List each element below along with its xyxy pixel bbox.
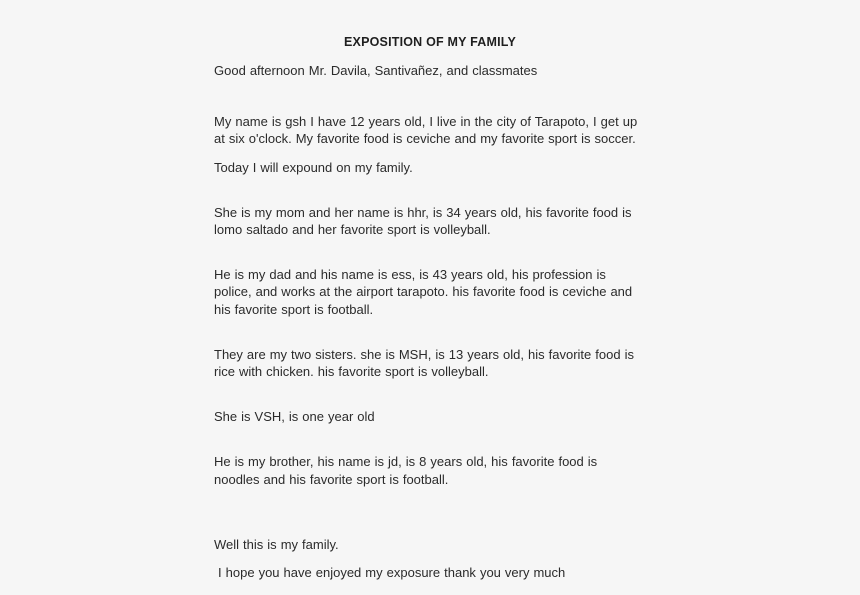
page-title: EXPOSITION OF MY FAMILY xyxy=(344,35,516,49)
spacer-before-father xyxy=(214,238,646,266)
spacer-before-mother xyxy=(214,176,646,204)
paragraph-sisters: They are my two sisters. she is MSH, is 13 years old, his favorite food is rice with chicken. his favorite sport is volleyball. xyxy=(214,346,634,380)
document-body xyxy=(214,34,646,581)
spacer-intro xyxy=(214,148,646,159)
spacer-after-greeting xyxy=(214,79,646,113)
spacer-before-sister-younger xyxy=(214,380,646,408)
paragraph-sister-younger: She is VSH, is one year old xyxy=(214,409,375,425)
paragraph-father: He is my dad and his name is ess, is 43 years old, his profession is police, and works at the airport tarapoto. his favorite food is ceviche and his favorite sport is football. xyxy=(214,267,633,317)
paragraph-mother: She is my mom and her name is hhr, is 34 years old, his favorite food is lomo saltado and her favorite sport is volleyball. xyxy=(214,204,632,238)
greeting-line: Good afternoon Mr. Davila, Santivañez, and classmates xyxy=(214,63,538,78)
paragraph-intro-family: Today I will expound on my family. xyxy=(214,159,413,175)
closing-line-2: I hope you have enjoyed my exposure thank you very much xyxy=(214,565,566,581)
spacer-before-closing xyxy=(214,488,646,536)
spacer-before-sisters xyxy=(214,318,646,346)
paragraph-intro-self: My name is gsh I have 12 years old, I live in the city of Tarapoto, I get up at six o'clock. My favorite food is ceviche and my favorite sport is soccer. xyxy=(214,114,638,147)
spacer-before-brother xyxy=(214,425,646,453)
closing-line-1: Well this is my family. xyxy=(214,536,339,552)
paragraph-brother: He is my brother, his name is jd, is 8 years old, his favorite food is noodles and his favorite sport is football. xyxy=(214,454,598,487)
spacer-closing xyxy=(214,553,646,564)
